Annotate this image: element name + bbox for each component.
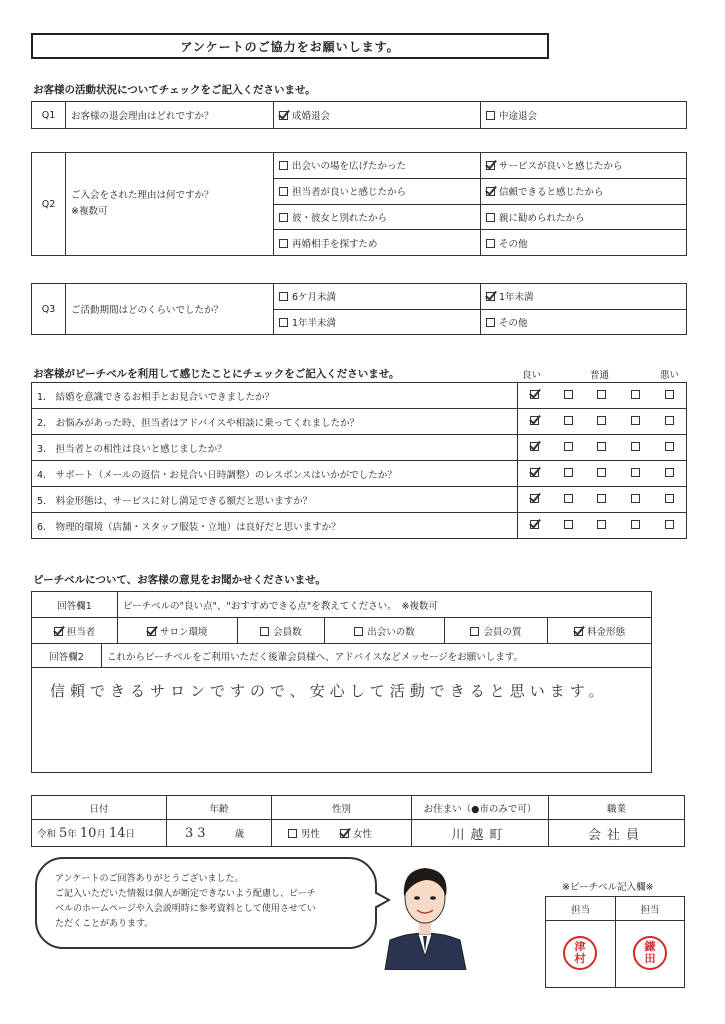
rating-option-5[interactable] bbox=[652, 383, 686, 409]
answer2-response-area[interactable] bbox=[32, 668, 652, 773]
rating-option-5[interactable] bbox=[652, 461, 686, 487]
checkbox-icon bbox=[631, 416, 640, 425]
checkbox-icon bbox=[564, 520, 573, 529]
rating-option-2[interactable] bbox=[552, 513, 585, 539]
checkbox-icon bbox=[279, 292, 288, 301]
q3-question: ご活動期間はどのくらいでしたか？ bbox=[66, 284, 274, 335]
rating-row bbox=[32, 513, 687, 539]
answer1-prompt: ピーチベルの"良い点"、"おすすめできる点"を教えてください。 ※複数可 bbox=[118, 592, 652, 618]
rating-option-1[interactable] bbox=[518, 435, 552, 461]
q1-table bbox=[31, 101, 687, 129]
staff-illustration bbox=[380, 860, 470, 970]
checkbox-icon bbox=[564, 442, 573, 451]
answer2-table bbox=[31, 643, 652, 773]
rating-row bbox=[32, 409, 687, 435]
q1-option-0[interactable]: 成婚退会 bbox=[274, 102, 481, 129]
checkbox-icon bbox=[597, 390, 606, 399]
rating-option-3[interactable] bbox=[585, 461, 618, 487]
date-year: 5 bbox=[59, 825, 68, 841]
answer1-option-5[interactable]: 料金形態 bbox=[548, 618, 652, 644]
q2-option-6[interactable]: 再婚相手を探すため bbox=[274, 230, 481, 256]
q3-table bbox=[31, 283, 687, 335]
checkbox-icon bbox=[631, 520, 640, 529]
checkbox-icon bbox=[486, 213, 495, 222]
checkbox-icon bbox=[665, 442, 674, 451]
rating-question: 6. 物理的環境（店舗・スタッフ服装・立地）は良好だと思いますか？ bbox=[32, 513, 518, 539]
page-title: アンケートのご協力をお願いします。 bbox=[31, 33, 549, 59]
gender-cell[interactable] bbox=[272, 820, 412, 847]
rating-row bbox=[32, 487, 687, 513]
q2-note: ※複数可 bbox=[71, 206, 108, 217]
header-date: 日付 bbox=[32, 796, 167, 820]
address-value: 川越町 bbox=[451, 827, 509, 843]
date-cell[interactable]: 令和 5年 10月 14日 bbox=[32, 820, 167, 847]
answer1-option-4[interactable]: 会員の質 bbox=[444, 618, 548, 644]
rating-option-5[interactable] bbox=[652, 435, 686, 461]
checkbox-icon bbox=[564, 468, 573, 477]
header-gender: 性別 bbox=[272, 796, 412, 820]
rating-option-3[interactable] bbox=[585, 409, 618, 435]
seal-stamp-2: 鎌 田 bbox=[633, 936, 667, 970]
q2-table bbox=[31, 152, 687, 256]
rating-question: 2. お悩みがあった時、担当者はアドバイスや相談に乗ってくれましたか？ bbox=[32, 409, 518, 435]
rating-row bbox=[32, 461, 687, 487]
checkbox-icon bbox=[147, 627, 156, 636]
rating-row bbox=[32, 383, 687, 409]
checkbox-icon bbox=[279, 161, 288, 170]
job-cell[interactable] bbox=[549, 820, 685, 847]
rating-option-4[interactable] bbox=[619, 435, 652, 461]
checkbox-icon bbox=[665, 494, 674, 503]
rating-option-3[interactable] bbox=[585, 435, 618, 461]
q1-label: Q1 bbox=[32, 102, 66, 129]
rating-option-3[interactable] bbox=[585, 383, 618, 409]
rating-option-1[interactable] bbox=[518, 513, 552, 539]
thank-you-bubble: アンケートのご回答ありがとうございました。 ご記入いただいた情報は個人が断定できないよう配慮し、ピーチ ベルのホームページや入会説明時に参考資料として使用させてい ただくことがあります。 bbox=[35, 857, 377, 949]
checkbox-icon bbox=[340, 829, 349, 838]
header-address: お住まい（●市のみで可） bbox=[412, 796, 549, 820]
checkbox-icon bbox=[279, 213, 288, 222]
date-month: 10 bbox=[79, 825, 97, 841]
checkbox-icon bbox=[631, 468, 640, 477]
q2-option-1[interactable]: サービスが良いと感じたから bbox=[481, 153, 687, 179]
checkbox-icon bbox=[564, 390, 573, 399]
checkbox-icon bbox=[665, 520, 674, 529]
rating-option-4[interactable] bbox=[619, 461, 652, 487]
rating-option-4[interactable] bbox=[619, 513, 652, 539]
header-job: 職業 bbox=[549, 796, 685, 820]
answer2-handwritten: 信頼できるサロンですので、安心して活動できると思います。 bbox=[50, 682, 609, 700]
checkbox-icon bbox=[54, 627, 63, 636]
checkbox-icon bbox=[279, 187, 288, 196]
address-cell[interactable] bbox=[412, 820, 549, 847]
date-day: 14 bbox=[108, 825, 126, 841]
checkbox-icon bbox=[279, 111, 288, 120]
rating-question: 1. 結婚を意識できるお相手とお見合いできましたか？ bbox=[32, 383, 518, 409]
age-cell[interactable]: 33 歳 bbox=[167, 820, 272, 847]
rating-table bbox=[31, 382, 687, 539]
q1-option-1[interactable]: 中途退会 bbox=[481, 102, 687, 129]
answer1-option-2[interactable]: 会員数 bbox=[237, 618, 325, 644]
checkbox-icon bbox=[470, 627, 479, 636]
rating-option-2[interactable] bbox=[552, 383, 585, 409]
rating-question: 5. 料金形態は、サービスに対し満足できる額だと思いますか？ bbox=[32, 487, 518, 513]
q3-option-0[interactable]: 6ケ月未満 bbox=[274, 284, 481, 310]
q3-option-3[interactable]: その他 bbox=[481, 309, 687, 335]
section1-heading: お客様の活動状況についてチェックをご記入くださいませ。 bbox=[33, 84, 316, 96]
rating-option-2[interactable] bbox=[552, 435, 585, 461]
scale-good: 良い bbox=[522, 370, 542, 381]
rating-option-3[interactable] bbox=[585, 487, 618, 513]
job-value: 会社員 bbox=[587, 827, 645, 843]
q1-question: お客様の退会理由はどれですか？ bbox=[66, 102, 274, 129]
rating-option-3[interactable] bbox=[585, 513, 618, 539]
seal-stamp-1: 津 村 bbox=[563, 936, 597, 970]
checkbox-icon bbox=[631, 494, 640, 503]
checkbox-icon bbox=[564, 494, 573, 503]
rating-option-4[interactable] bbox=[619, 409, 652, 435]
checkbox-icon bbox=[597, 494, 606, 503]
checkbox-icon bbox=[530, 416, 539, 425]
rating-option-1[interactable] bbox=[518, 461, 552, 487]
rating-option-2[interactable] bbox=[552, 461, 585, 487]
answer2-label: 回答欄2 bbox=[32, 644, 102, 668]
checkbox-icon bbox=[665, 390, 674, 399]
staff-col2: 担当 bbox=[616, 897, 685, 921]
rating-option-1[interactable] bbox=[518, 487, 552, 513]
checkbox-icon bbox=[260, 627, 269, 636]
checkbox-icon bbox=[486, 318, 495, 327]
checkbox-icon bbox=[530, 390, 539, 399]
q2-question: ご入会をされた理由は何ですか？ bbox=[71, 190, 214, 201]
q2-label: Q2 bbox=[32, 153, 66, 256]
q2-option-4[interactable]: 彼・彼女と別れたから bbox=[274, 204, 481, 230]
checkbox-icon bbox=[486, 187, 495, 196]
rating-row bbox=[32, 435, 687, 461]
q2-question-cell bbox=[66, 153, 274, 256]
scale-bad: 悪い bbox=[660, 370, 680, 381]
staff-col1: 担当 bbox=[546, 897, 616, 921]
checkbox-icon bbox=[574, 627, 583, 636]
checkbox-icon bbox=[486, 292, 495, 301]
rating-question: 3. 担当者との相性は良いと感じましたか？ bbox=[32, 435, 518, 461]
rating-option-5[interactable] bbox=[652, 409, 686, 435]
staff-seal-cell-2 bbox=[616, 921, 685, 988]
rating-option-1[interactable] bbox=[518, 383, 552, 409]
rating-option-1[interactable] bbox=[518, 409, 552, 435]
answer2-prompt: これからピーチベルをご利用いただく後輩会員様へ、アドバイスなどメッセージをお願いします。 bbox=[102, 644, 652, 668]
staff-seal-cell-1 bbox=[546, 921, 616, 988]
q2-option-0[interactable]: 出会いの場を広げたかった bbox=[274, 153, 481, 179]
q2-option-3[interactable]: 信頼できると感じたから bbox=[481, 178, 687, 204]
answer1-option-0[interactable]: 担当者 bbox=[32, 618, 118, 644]
rating-option-4[interactable] bbox=[619, 487, 652, 513]
checkbox-icon bbox=[597, 416, 606, 425]
rating-option-5[interactable] bbox=[652, 513, 686, 539]
info-table bbox=[31, 795, 685, 847]
header-age: 年齢 bbox=[167, 796, 272, 820]
checkbox-icon bbox=[597, 468, 606, 477]
checkbox-icon bbox=[665, 416, 674, 425]
checkbox-icon bbox=[665, 468, 674, 477]
checkbox-icon bbox=[486, 239, 495, 248]
checkbox-icon bbox=[486, 111, 495, 120]
rating-question: 4. サポート（メールの返信・お見合い日時調整）のレスポンスはいかがでしたか？ bbox=[32, 461, 518, 487]
checkbox-icon bbox=[288, 829, 297, 838]
rating-option-2[interactable] bbox=[552, 409, 585, 435]
scale-normal: 普通 bbox=[590, 370, 610, 381]
checkbox-icon bbox=[597, 442, 606, 451]
checkbox-icon bbox=[597, 520, 606, 529]
q2-option-2[interactable]: 担当者が良いと感じたから bbox=[274, 178, 481, 204]
checkbox-icon bbox=[530, 468, 539, 477]
checkbox-icon bbox=[279, 318, 288, 327]
age-value: 33 bbox=[185, 825, 210, 841]
checkbox-icon bbox=[530, 520, 539, 529]
answer1-option-1[interactable]: サロン環境 bbox=[118, 618, 237, 644]
checkbox-icon bbox=[631, 390, 640, 399]
answer1-label: 回答欄1 bbox=[32, 592, 118, 618]
checkbox-icon bbox=[530, 494, 539, 503]
checkbox-icon bbox=[279, 239, 288, 248]
answer1-option-3[interactable]: 出会いの数 bbox=[325, 618, 444, 644]
staff-box-title: ※ピーチベル記入欄※ bbox=[562, 882, 654, 893]
section2-heading: お客様がピーチベルを利用して感じたことにチェックをご記入くださいませ。 bbox=[33, 368, 400, 380]
q3-option-1[interactable]: 1年未満 bbox=[481, 284, 687, 310]
checkbox-icon bbox=[354, 627, 363, 636]
q3-option-2[interactable]: 1年半未満 bbox=[274, 309, 481, 335]
eye-left bbox=[414, 896, 420, 900]
q3-label: Q3 bbox=[32, 284, 66, 335]
checkbox-icon bbox=[486, 161, 495, 170]
section3-heading: ピーチベルについて、お客様の意見をお聞かせくださいませ。 bbox=[33, 574, 326, 586]
answer1-table bbox=[31, 591, 652, 644]
rating-option-2[interactable] bbox=[552, 487, 585, 513]
checkbox-icon bbox=[631, 442, 640, 451]
staff-box bbox=[545, 896, 685, 988]
rating-option-5[interactable] bbox=[652, 487, 686, 513]
eye-right bbox=[430, 896, 436, 900]
gender-male: 男性 bbox=[301, 829, 321, 840]
checkbox-icon bbox=[530, 442, 539, 451]
q2-option-5[interactable]: 親に勧められたから bbox=[481, 204, 687, 230]
gender-female: 女性 bbox=[353, 829, 373, 840]
q2-option-7[interactable]: その他 bbox=[481, 230, 687, 256]
rating-option-4[interactable] bbox=[619, 383, 652, 409]
checkbox-icon bbox=[564, 416, 573, 425]
